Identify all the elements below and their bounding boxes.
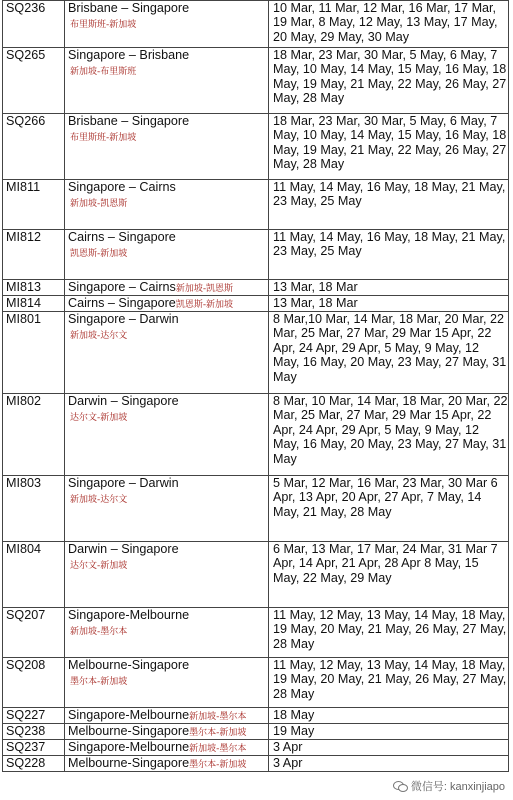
route-english: Brisbane – Singapore — [68, 114, 190, 128]
route-cell — [65, 740, 269, 756]
flight-row — [3, 312, 509, 394]
route-english: Singapore-Melbourne — [68, 740, 190, 754]
flight-dates: 3 Apr — [269, 756, 509, 772]
route-chinese: 凯恩斯-新加坡 — [70, 249, 128, 260]
route-cell — [65, 180, 269, 230]
route-chinese: 新加坡-墨尔本 — [189, 712, 247, 722]
route-chinese: 新加坡-达尔文 — [70, 495, 128, 506]
flight-number: SQ236 — [3, 1, 65, 48]
flight-row — [3, 1, 509, 48]
flight-row — [3, 740, 509, 756]
flight-row — [3, 708, 509, 724]
route-english: Singapore-Melbourne — [68, 608, 190, 622]
flight-number: MI814 — [3, 296, 65, 312]
route-english: Darwin – Singapore — [68, 394, 179, 408]
flight-number: MI802 — [3, 394, 65, 476]
flight-number: SQ238 — [3, 724, 65, 740]
route-cell — [65, 708, 269, 724]
route-english: Singapore – Darwin — [68, 476, 179, 490]
flight-number: MI804 — [3, 542, 65, 608]
flight-row — [3, 280, 509, 296]
route-cell — [65, 230, 269, 280]
flight-dates: 8 Mar, 10 Mar, 14 Mar, 18 Mar, 20 Mar, 22 Mar, 25 Mar, 27 Mar, 29 Mar 15 Apr, 22 Apr, 24 Apr, 29 Apr, 5 May, 9 May, 12 May, 16 May, 20 May, 23 May, 27 May, 31 May — [269, 394, 509, 476]
route-cell — [65, 608, 269, 658]
flight-number: SQ208 — [3, 658, 65, 708]
flight-number: MI803 — [3, 476, 65, 542]
route-cell — [65, 296, 269, 312]
flight-dates: 11 May, 12 May, 13 May, 14 May, 18 May, 19 May, 20 May, 21 May, 26 May, 27 May, 28 May — [269, 608, 509, 658]
flight-dates: 11 May, 12 May, 13 May, 14 May, 18 May, 19 May, 20 May, 21 May, 26 May, 27 May, 28 May — [269, 658, 509, 708]
route-english: Cairns – Singapore — [68, 230, 176, 244]
flight-row — [3, 48, 509, 114]
flight-dates: 11 May, 14 May, 16 May, 18 May, 21 May, 23 May, 25 May — [269, 230, 509, 280]
wechat-icon — [393, 780, 407, 792]
route-chinese: 凯恩斯-新加坡 — [175, 300, 234, 310]
route-english: Melbourne-Singapore — [68, 658, 190, 672]
flight-number: MI813 — [3, 280, 65, 296]
route-english: Brisbane – Singapore — [68, 1, 190, 15]
route-chinese: 新加坡-墨尔本 — [70, 627, 128, 638]
route-chinese: 达尔文-新加坡 — [70, 413, 128, 424]
flight-number: SQ207 — [3, 608, 65, 658]
flight-dates: 18 May — [269, 708, 509, 724]
route-english: Melbourne-Singapore — [68, 756, 190, 770]
route-english: Singapore – Cairns — [68, 180, 176, 194]
flight-schedule-body — [3, 1, 509, 772]
flight-dates: 5 Mar, 12 Mar, 16 Mar, 23 Mar, 30 Mar 6 Apr, 13 Apr, 20 Apr, 27 Apr, 7 May, 14 May, 21 May, 28 May — [269, 476, 509, 542]
route-chinese: 新加坡-墨尔本 — [189, 744, 247, 754]
route-english: Cairns – Singapore — [68, 296, 176, 310]
flight-row — [3, 476, 509, 542]
flight-row — [3, 756, 509, 772]
flight-dates: 18 Mar, 23 Mar, 30 Mar, 5 May, 6 May, 7 May, 10 May, 14 May, 15 May, 16 May, 18 May, 19 May, 21 May, 22 May, 26 May, 27 May, 28 May — [269, 48, 509, 114]
flight-dates: 18 Mar, 23 Mar, 30 Mar, 5 May, 6 May, 7 May, 10 May, 14 May, 15 May, 16 May, 18 May, 19 May, 21 May, 22 May, 26 May, 27 May, 28 May — [269, 114, 509, 180]
flight-row — [3, 180, 509, 230]
flight-dates: 13 Mar, 18 Mar — [269, 280, 509, 296]
flight-number: SQ266 — [3, 114, 65, 180]
route-chinese: 墨尔本-新加坡 — [189, 760, 247, 770]
flight-number: MI801 — [3, 312, 65, 394]
route-chinese: 新加坡-达尔文 — [70, 331, 128, 342]
route-cell — [65, 394, 269, 476]
flight-row — [3, 296, 509, 312]
route-cell — [65, 312, 269, 394]
route-chinese: 布里斯班-新加坡 — [70, 133, 137, 144]
route-chinese: 达尔文-新加坡 — [70, 561, 128, 572]
flight-row — [3, 608, 509, 658]
flight-dates: 8 Mar,10 Mar, 14 Mar, 18 Mar, 20 Mar, 22 Mar, 25 Mar, 27 Mar, 29 Mar 15 Apr, 22 Apr, 24 Apr, 29 Apr, 5 May, 9 May, 12 May, 16 May, 20 May, 23 May, 27 May, 31 May — [269, 312, 509, 394]
route-cell — [65, 724, 269, 740]
flight-row — [3, 542, 509, 608]
route-chinese: 新加坡-凯恩斯 — [175, 284, 234, 294]
route-cell — [65, 48, 269, 114]
flight-dates: 19 May — [269, 724, 509, 740]
route-english: Singapore – Darwin — [68, 312, 179, 326]
route-chinese: 新加坡-布里斯班 — [70, 67, 137, 78]
route-english: Singapore-Melbourne — [68, 708, 190, 722]
flight-dates: 3 Apr — [269, 740, 509, 756]
flight-dates: 10 Mar, 11 Mar, 12 Mar, 16 Mar, 17 Mar, 19 Mar, 8 May, 12 May, 13 May, 17 May, 20 May, 29 May, 30 May — [269, 1, 509, 48]
flight-number: SQ237 — [3, 740, 65, 756]
flight-number: SQ227 — [3, 708, 65, 724]
route-chinese: 墨尔本-新加坡 — [189, 728, 247, 738]
watermark-text: 微信号: kanxinjiapo — [410, 781, 505, 793]
route-cell — [65, 1, 269, 48]
flight-number: MI812 — [3, 230, 65, 280]
route-cell — [65, 542, 269, 608]
route-chinese: 墨尔本-新加坡 — [70, 677, 128, 688]
flight-row — [3, 724, 509, 740]
route-cell — [65, 658, 269, 708]
flight-row — [3, 114, 509, 180]
flight-number: MI811 — [3, 180, 65, 230]
flight-number: SQ228 — [3, 756, 65, 772]
route-english: Singapore – Cairns — [68, 280, 176, 294]
route-english: Singapore – Brisbane — [68, 48, 190, 62]
route-cell — [65, 476, 269, 542]
route-cell — [65, 114, 269, 180]
flight-number: SQ265 — [3, 48, 65, 114]
route-cell — [65, 756, 269, 772]
flight-row — [3, 658, 509, 708]
flight-dates: 6 Mar, 13 Mar, 17 Mar, 24 Mar, 31 Mar 7 Apr, 14 Apr, 21 Apr, 28 Apr 8 May, 15 May, 22 May, 29 May — [269, 542, 509, 608]
route-cell — [65, 280, 269, 296]
flight-dates: 11 May, 14 May, 16 May, 18 May, 21 May, 23 May, 25 May — [269, 180, 509, 230]
flight-schedule-table — [2, 0, 509, 772]
flight-dates: 13 Mar, 18 Mar — [269, 296, 509, 312]
route-english: Darwin – Singapore — [68, 542, 179, 556]
route-chinese: 新加坡-凯恩斯 — [70, 199, 128, 210]
wechat-watermark — [393, 778, 505, 794]
route-chinese: 布里斯班-新加坡 — [70, 20, 137, 31]
route-english: Melbourne-Singapore — [68, 724, 190, 738]
flight-row — [3, 394, 509, 476]
flight-row — [3, 230, 509, 280]
